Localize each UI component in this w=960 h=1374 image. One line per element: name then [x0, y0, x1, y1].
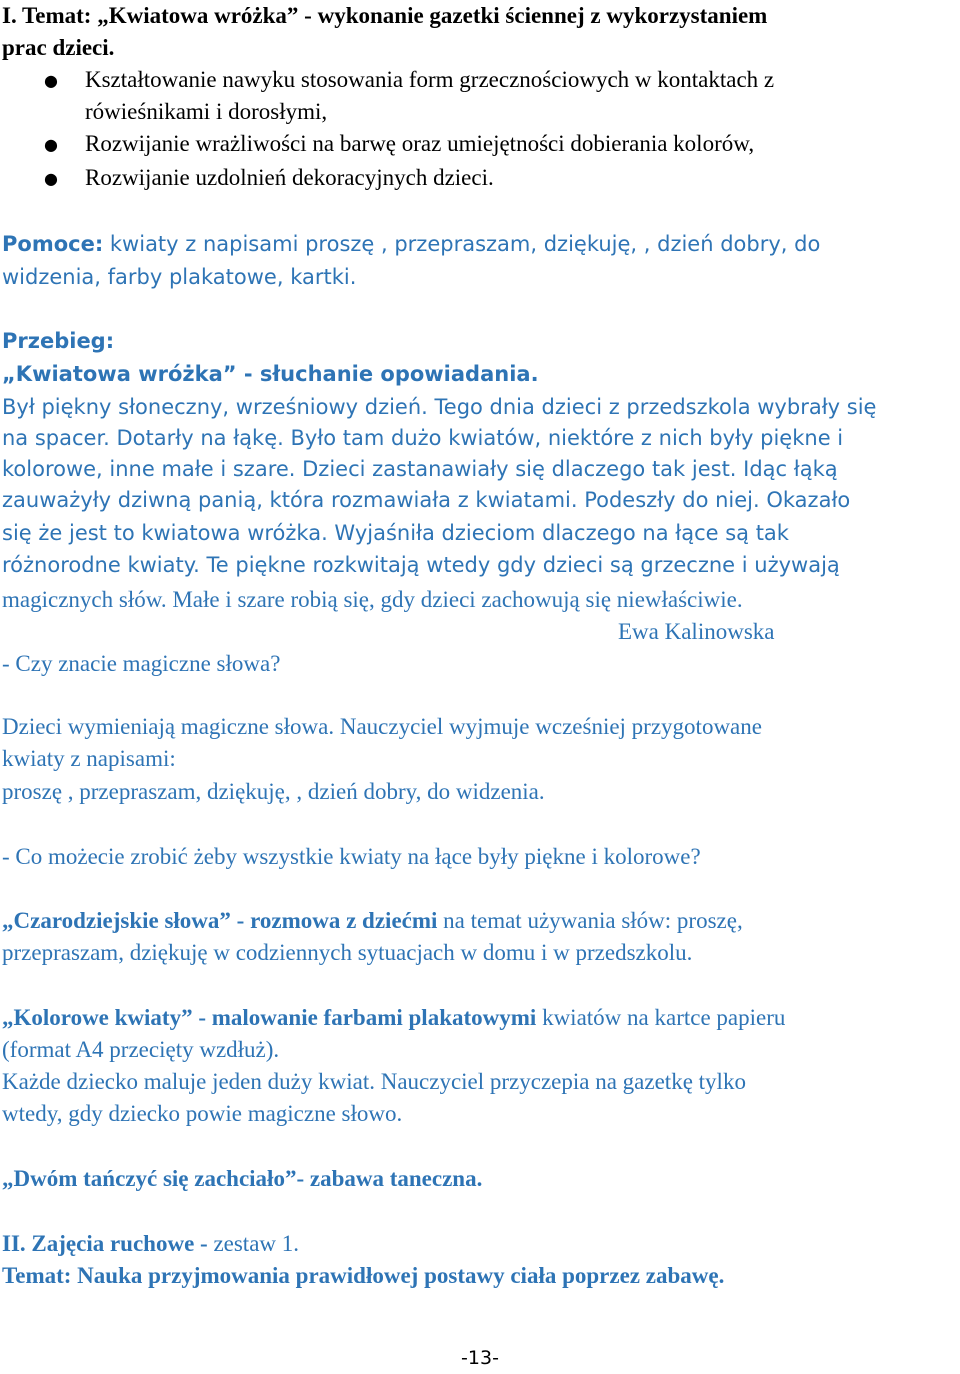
- section2-heading: [2, 1228, 299, 1260]
- story-line: różnorodne kwiaty. Te piękne rozkwitają wtedy gdy dzieci są grzeczne i używają: [2, 553, 840, 577]
- flowers-title: „Kolorowe kwiaty” - malowanie farbami plakatowymi: [2, 1005, 537, 1030]
- bullet-icon: ●: [44, 135, 58, 154]
- aids-line1: [2, 228, 820, 260]
- story-heading: „Kwiatowa wróżka” - słuchanie opowiadania.: [2, 362, 539, 386]
- bullet-icon: ●: [44, 169, 58, 188]
- aids-text: kwiaty z napisami proszę , przepraszam, dziękuję, , dzień dobry, do: [103, 232, 821, 256]
- goal-item: Rozwijanie uzdolnień dekoracyjnych dzieci.: [85, 165, 494, 190]
- page-number: -13-: [461, 1347, 499, 1369]
- flowers-line3: Każde dziecko maluje jeden duży kwiat. Nauczyciel przyczepia na gazetkę tylko: [2, 1069, 746, 1094]
- story-line: kolorowe, inne małe i szare. Dzieci zastanawiały się dlaczego tak jest. Idąc łąką: [2, 457, 838, 481]
- course-label: Przebieg:: [2, 329, 115, 353]
- paragraph-line: proszę , przepraszam, dziękuję, , dzień dobry, do widzenia.: [2, 779, 545, 804]
- topic-heading-line1: I. Temat: „Kwiatowa wróżka” - wykonanie gazetki ściennej z wykorzystaniem: [2, 3, 768, 28]
- dance-heading: „Dwóm tańczyć się zachciało”- zabawa taneczna.: [2, 1166, 483, 1191]
- question-magic-words: - Czy znacie magiczne słowa?: [2, 651, 281, 676]
- story-line: magicznych słów. Małe i szare robią się, gdy dzieci zachowują się niewłaściwie.: [2, 587, 743, 612]
- story-line: się że jest to kwiatowa wróżka. Wyjaśniła dzieciom dlaczego na łące są tak: [2, 521, 789, 545]
- magic-words-line2: przepraszam, dziękuję w codziennych sytuacjach w domu i w przedszkolu.: [2, 940, 693, 965]
- story-line: na spacer. Dotarły na łąkę. Było tam dużo kwiatów, niektóre z nich były piękne i: [2, 426, 844, 450]
- aids-line2: widzenia, farby plakatowe, kartki.: [2, 265, 357, 289]
- goal-item: Rozwijanie wrażliwości na barwę oraz umiejętności dobierania kolorów,: [85, 131, 755, 156]
- paragraph-line: kwiaty z napisami:: [2, 746, 176, 771]
- magic-words-line1: [2, 905, 743, 937]
- bullet-icon: ●: [44, 71, 58, 90]
- flowers-line1: [2, 1002, 785, 1034]
- section2-title: II. Zajęcia ruchowe -: [2, 1231, 208, 1256]
- story-author: Ewa Kalinowska: [618, 619, 775, 644]
- magic-words-text: na temat używania słów: proszę,: [437, 908, 743, 933]
- question-flowers: - Co możecie zrobić żeby wszystkie kwiaty na łące były piękne i kolorowe?: [2, 844, 701, 869]
- flowers-text: kwiatów na kartce papieru: [536, 1005, 786, 1030]
- flowers-line4: wtedy, gdy dziecko powie magiczne słowo.: [2, 1101, 403, 1126]
- flowers-line2: (format A4 przecięty wzdłuż).: [2, 1037, 280, 1062]
- story-line: Był piękny słoneczny, wrześniowy dzień. Tego dnia dzieci z przedszkola wybrały się: [2, 395, 877, 419]
- paragraph-line: Dzieci wymieniają magiczne słowa. Nauczyciel wyjmuje wcześniej przygotowane: [2, 714, 762, 739]
- topic-heading-line2: prac dzieci.: [2, 35, 115, 60]
- goal-item-continued: rówieśnikami i dorosłymi,: [85, 99, 328, 124]
- section2-text: zestaw 1.: [207, 1231, 300, 1256]
- magic-words-title: „Czarodziejskie słowa” - rozmowa z dziećmi: [2, 908, 438, 933]
- aids-label: Pomoce:: [2, 232, 104, 256]
- section2-topic: Temat: Nauka przyjmowania prawidłowej postawy ciała poprzez zabawę.: [2, 1263, 725, 1288]
- goal-item: Kształtowanie nawyku stosowania form grzecznościowych w kontaktach z: [85, 67, 775, 92]
- story-line: zauważyły dziwną panią, która rozmawiała z kwiatami. Podeszły do niej. Okazało: [2, 488, 851, 512]
